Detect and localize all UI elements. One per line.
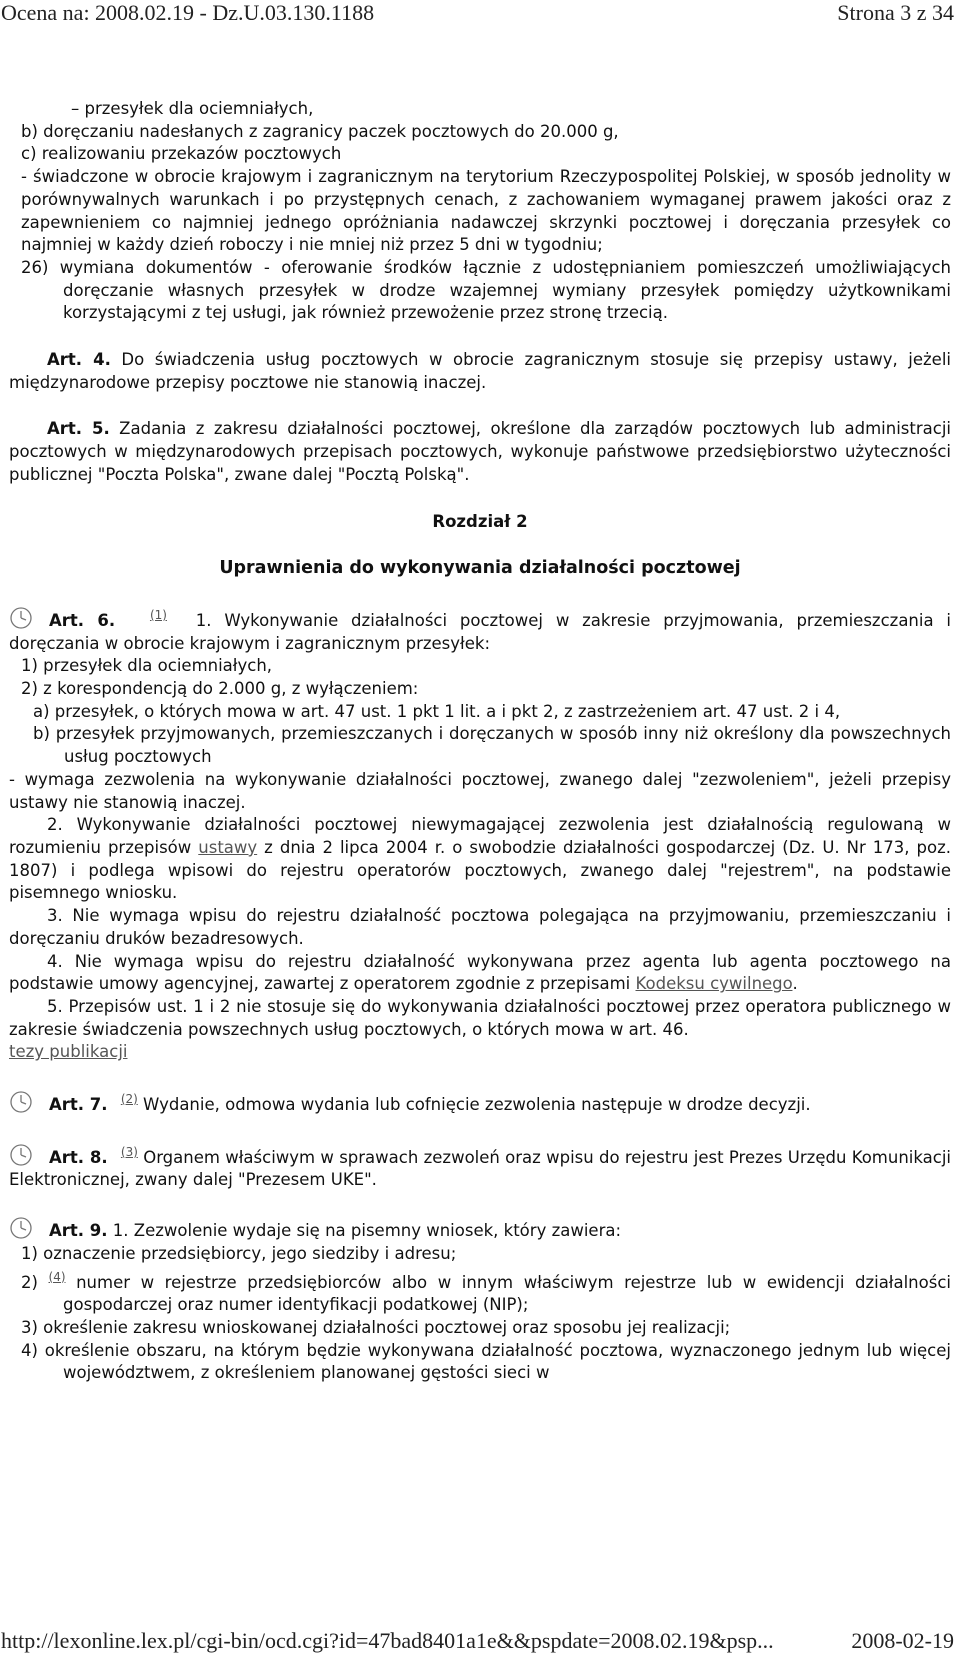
list-item: 2) z korespondencją do 2.000 g, z wyłączeniem:	[21, 679, 419, 699]
civil-code-link[interactable]: Kodeksu cywilnego	[635, 974, 793, 994]
list-item: a) przesyłek, o których mowa w art. 47 ust. 1 pkt 1 lit. a i pkt 2, z zastrzeżeniem art. 47 ust. 2 i 4,	[33, 701, 841, 721]
article-label: Art. 6.	[49, 610, 116, 630]
article-text: Wydanie, odmowa wydania lub cofnięcie zezwolenia następuje w drodze decyzji.	[137, 1095, 811, 1115]
article-4	[9, 349, 951, 394]
article-8	[9, 1141, 951, 1192]
paragraph: 5. Przepisów ust. 1 i 2 nie stosuje się do wykonywania działalności pocztowej przez operatora publicznego w zakresie świadczenia powszechnych usług pocztowych, o których mowa w art. 46.	[9, 996, 951, 1039]
list-item: b) przesyłek przyjmowanych, przemieszczanych i doręczanych w sposób inny niż określony dla powszechnych usług pocztowych	[33, 724, 951, 767]
article-7	[9, 1088, 951, 1117]
list-item: 4) określenie obszaru, na którym będzie wykonywana działalność pocztowa, wyznaczonego jednym lub więcej województwem, z określeniem planowanej gęstości sieci w	[21, 1340, 951, 1383]
paragraph: - wymaga zezwolenia na wykonywanie działalności pocztowej, zwanego dalej "zezwoleniem", jeżeli przepisy ustawy nie stanowią inaczej.	[9, 769, 951, 812]
tezy-link[interactable]: tezy publikacji	[9, 1042, 128, 1062]
article-label: Art. 9.	[49, 1221, 108, 1241]
header-title: Ocena na: 2008.02.19 - Dz.U.03.130.1188	[1, 0, 375, 25]
article-label: Art. 5.	[47, 419, 110, 439]
paragraph: - świadczone w obrocie krajowym i zagranicznym na terytorium Rzeczypospolitej Polskiej, w sposób jednolity w porównywalnych warunkach i po przystępnych cenach, z zachowaniem wymaganej prawem jakości oraz z zapewnieniem co najmniej jednego opróżniania nadawczej skrzynki pocztowej i doręczania przesyłek co najmniej w każdy dzień roboczy i nie mniej niż przez 5 dni w tygodniu;	[21, 167, 951, 255]
paragraph	[9, 1041, 951, 1064]
list-item: b) doręczaniu nadesłanych z zagranicy paczek pocztowych do 20.000 g,	[21, 121, 619, 141]
article-text: 1. Wykonywanie działalności pocztowej w zakresie przyjmowania, przemieszczania i doręczania w obrocie krajowym i zagranicznym przesyłek:	[9, 610, 951, 653]
list-item: c) realizowaniu przekazów pocztowych	[21, 144, 342, 164]
article-label: Art. 8.	[49, 1147, 108, 1167]
list-item: 26) wymiana dokumentów - oferowanie środków łącznie z udostępnianiem pomieszczeń umożliwiających doręczanie własnych przesyłek w drodze wzajemnej wymiany przesyłek pomiędzy użytkownikami korzystającymi z tej usługi, jak również przewożenie przez stronę trzecią.	[21, 257, 951, 323]
paragraph: 3. Nie wymaga wpisu do rejestru działalność pocztowa polegająca na przyjmowaniu, przemieszczaniu i doręczaniu druków bezadresowych.	[9, 906, 951, 948]
page-header	[0, 0, 960, 26]
article-9	[9, 1216, 951, 1243]
article-6	[9, 604, 951, 655]
law-link[interactable]: ustawy	[198, 837, 258, 857]
list-item: 3) określenie zakresu wnioskowanej działalności pocztowej oraz sposobu jej realizacji;	[21, 1317, 731, 1337]
header-page-number: Strona 3 z 34	[837, 0, 954, 25]
footnote-link[interactable]: (1)	[149, 607, 167, 622]
article-text: Do świadczenia usług pocztowych w obrocie zagranicznym stosuje się przepisy ustawy, jeżeli międzynarodowe przepisy pocztowe nie stanowią inaczej.	[9, 350, 951, 392]
article-text: Zadania z zakresu działalności pocztowej, określone dla zarządów pocztowych lub administracji pocztowych w międzynarodowych przepisach pocztowych, wykonuje państwowe przedsiębiorstwo użyteczności publicznej "Poczta Polska", zwane dalej "Pocztą Polską".	[9, 419, 951, 484]
list-item: – przesyłek dla ociemniałych,	[71, 99, 314, 118]
list-item: 1) oznaczenie przedsiębiorcy, jego siedziby i adresu;	[21, 1243, 457, 1263]
article-label: Art. 7.	[49, 1095, 108, 1115]
paragraph: 2. Wykonywanie działalności pocztowej niewymagającej zezwolenia jest działalnością regulowaną w rozumieniu przepisów ustawy z dnia 2 lipca 2004 r. o swobodzie działalności gospodarczej (Dz. U. Nr 173, poz. 1807) i podlega wpisowi do rejestru operatorów pocztowych, zwanego dalej "rejestrem", na podstawie pisemnego wniosku.	[9, 815, 951, 903]
article-text: 1. Zezwolenie wydaje się na pisemny wniosek, który zawiera:	[107, 1221, 622, 1241]
list-item: 2) $^{(4)}$ numer w rejestrze przedsiębiorców albo w innym właściwym rejestrze lub w ewidencji działalności gospodarczej oraz numer identyfikacji podatkowej (NIP);	[21, 1269, 951, 1315]
chapter-number: Rozdział 2	[432, 511, 528, 531]
paragraph: 4. Nie wymaga wpisu do rejestru działalność wykonywana przez agenta lub agenta pocztowego na podstawie umowy agencyjnej, zawartej z operatorem zgodnie z przepisami Kodeksu cywilnego.	[9, 951, 951, 994]
chapter-title: Uprawnienia do wykonywania działalności pocztowej	[219, 558, 741, 579]
footnote-link[interactable]: (4)	[48, 1269, 66, 1284]
footnote-link[interactable]: (3)	[120, 1144, 138, 1159]
clock-icon[interactable]	[9, 1143, 35, 1167]
article-text: Organem właściwym w sprawach zezwoleń oraz wpisu do rejestru jest Prezes Urzędu Komunikacji Elektronicznej, zwany dalej "Prezesem UKE".	[9, 1147, 951, 1190]
footnote-link[interactable]: (2)	[120, 1092, 138, 1107]
list-item: 1) przesyłek dla ociemniałych,	[21, 656, 273, 676]
article-5	[9, 418, 951, 486]
document-body	[9, 98, 951, 1385]
clock-icon[interactable]	[9, 606, 35, 630]
page-footer	[0, 1628, 960, 1654]
article-label: Art. 4.	[47, 350, 111, 370]
clock-icon[interactable]	[9, 1090, 35, 1114]
footer-url: http://lexonline.lex.pl/cgi-bin/ocd.cgi?id=47bad8401a1e&&pspdate=2008.02.19&psp...	[1, 1628, 774, 1653]
clock-icon[interactable]	[9, 1216, 35, 1240]
footer-date: 2008-02-19	[851, 1628, 954, 1653]
